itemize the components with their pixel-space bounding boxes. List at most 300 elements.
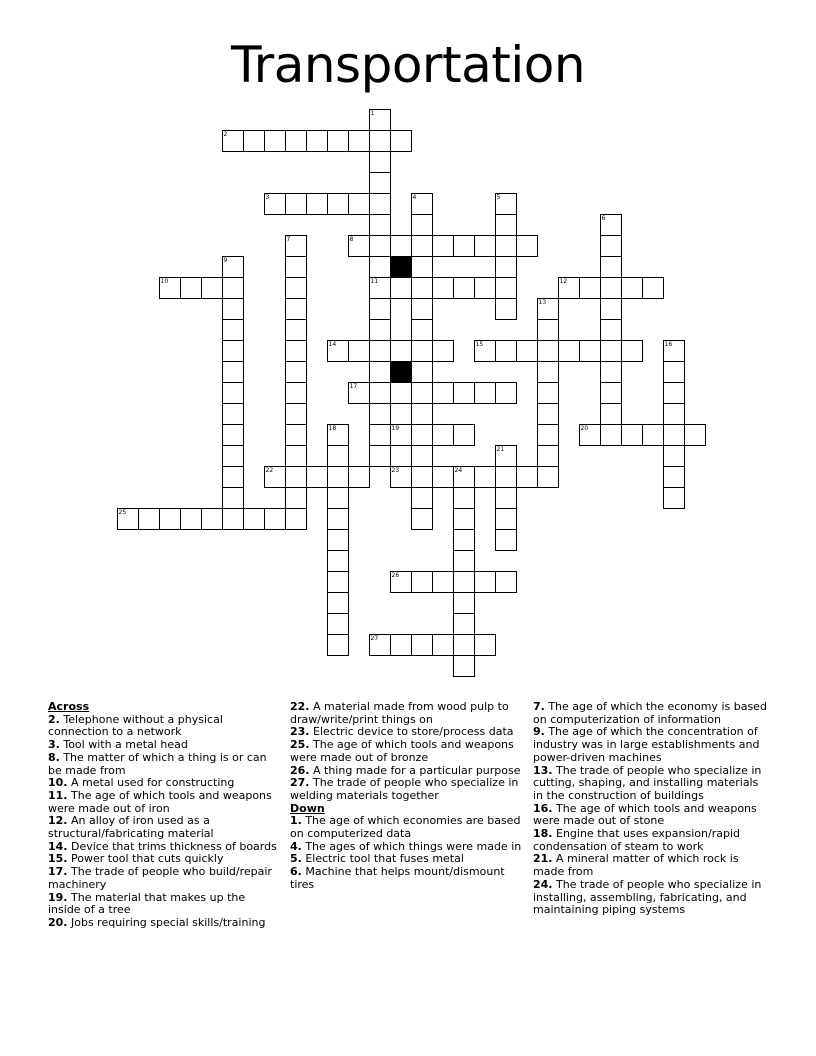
grid-cell[interactable] bbox=[369, 298, 391, 320]
grid-cell[interactable] bbox=[390, 277, 412, 299]
down-clue bbox=[533, 765, 771, 803]
cell-number: 6 bbox=[601, 214, 606, 222]
grid-cell[interactable] bbox=[474, 340, 496, 362]
clue-number: 4. bbox=[290, 839, 302, 853]
clue-text: The age of which the economy is based on computerization of information bbox=[533, 700, 767, 726]
grid-cell[interactable] bbox=[369, 340, 391, 362]
grid-cell[interactable] bbox=[411, 340, 433, 362]
grid-cell[interactable] bbox=[327, 466, 349, 488]
grid-cell[interactable] bbox=[285, 445, 307, 467]
grid-cell[interactable] bbox=[663, 445, 685, 467]
grid-cell[interactable] bbox=[621, 277, 643, 299]
grid-cell[interactable] bbox=[474, 277, 496, 299]
grid-cell[interactable] bbox=[411, 361, 433, 383]
grid-cell[interactable] bbox=[285, 298, 307, 320]
clue-text: A thing made for a particular purpose bbox=[309, 763, 521, 777]
grid-cell[interactable] bbox=[600, 382, 622, 404]
clue-text: Electric tool that fuses metal bbox=[301, 852, 464, 866]
clue-text: The material that makes up the inside of a tree bbox=[48, 890, 246, 917]
grid-cell[interactable] bbox=[432, 634, 454, 656]
grid-cell[interactable] bbox=[453, 277, 475, 299]
grid-cell[interactable] bbox=[537, 445, 559, 467]
grid-cell[interactable] bbox=[390, 382, 412, 404]
down-clue bbox=[533, 701, 771, 726]
grid-cell[interactable] bbox=[642, 277, 664, 299]
grid-cell[interactable] bbox=[516, 235, 538, 257]
grid-cell[interactable] bbox=[600, 340, 622, 362]
clue-number: 7. bbox=[533, 700, 545, 713]
cell-number: 14 bbox=[328, 340, 337, 348]
clue-number: 13. bbox=[533, 763, 553, 777]
across-clue bbox=[290, 701, 522, 726]
block-cell bbox=[390, 361, 412, 383]
grid-cell[interactable] bbox=[411, 445, 433, 467]
grid-cell[interactable] bbox=[117, 508, 139, 530]
clue-column-1 bbox=[48, 701, 280, 930]
clue-text: The age of which tools and weapons were made out of iron bbox=[48, 788, 272, 815]
grid-cell[interactable] bbox=[285, 466, 307, 488]
grid-cell[interactable] bbox=[243, 130, 265, 152]
grid-cell[interactable] bbox=[495, 340, 517, 362]
grid-cell[interactable] bbox=[474, 382, 496, 404]
down-clue bbox=[533, 803, 771, 828]
cell-number: 21 bbox=[496, 445, 505, 453]
down-clue bbox=[533, 828, 771, 853]
grid-cell[interactable] bbox=[327, 193, 349, 215]
grid-cell[interactable] bbox=[474, 571, 496, 593]
grid-cell[interactable] bbox=[369, 424, 391, 446]
grid-cell[interactable] bbox=[516, 466, 538, 488]
grid-cell[interactable] bbox=[327, 634, 349, 656]
grid-cell[interactable] bbox=[495, 529, 517, 551]
clue-text: An alloy of iron used as a structural/fabricating material bbox=[48, 814, 214, 841]
grid-cell[interactable] bbox=[495, 487, 517, 509]
grid-cell[interactable] bbox=[348, 466, 370, 488]
grid-cell[interactable] bbox=[453, 235, 475, 257]
across-clue bbox=[48, 866, 280, 891]
grid-cell[interactable] bbox=[369, 109, 391, 131]
grid-cell[interactable] bbox=[600, 319, 622, 341]
cell-number: 10 bbox=[160, 277, 169, 285]
grid-cell[interactable] bbox=[369, 214, 391, 236]
grid-cell[interactable] bbox=[537, 382, 559, 404]
clue-text: Tool with a metal head bbox=[59, 738, 188, 752]
cell-number: 5 bbox=[496, 193, 501, 201]
clue-text: Electric device to store/process data bbox=[309, 725, 514, 739]
grid-cell[interactable] bbox=[222, 382, 244, 404]
grid-cell[interactable] bbox=[327, 424, 349, 446]
grid-cell[interactable] bbox=[327, 592, 349, 614]
across-heading: Across bbox=[48, 700, 90, 713]
clue-number: 24. bbox=[533, 877, 553, 891]
cell-number: 20 bbox=[580, 424, 589, 432]
grid-cell[interactable] bbox=[411, 256, 433, 278]
grid-cell[interactable] bbox=[285, 256, 307, 278]
grid-cell[interactable] bbox=[369, 151, 391, 173]
grid-cell[interactable] bbox=[369, 193, 391, 215]
grid-cell[interactable] bbox=[306, 466, 328, 488]
across-clue bbox=[48, 892, 280, 917]
clue-text: The matter of which a thing is or can be made from bbox=[48, 750, 267, 777]
grid-cell[interactable] bbox=[537, 424, 559, 446]
grid-cell[interactable] bbox=[537, 403, 559, 425]
clue-column-3 bbox=[533, 701, 771, 917]
grid-cell[interactable] bbox=[264, 508, 286, 530]
cell-number: 17 bbox=[349, 382, 358, 390]
grid-cell[interactable] bbox=[474, 235, 496, 257]
clue-text: The ages of which things were made in bbox=[301, 839, 522, 853]
grid-cell[interactable] bbox=[537, 361, 559, 383]
clue-number: 21. bbox=[533, 852, 553, 866]
across-clue bbox=[290, 739, 522, 764]
grid-cell[interactable] bbox=[411, 382, 433, 404]
down-clue bbox=[533, 853, 771, 878]
grid-cell[interactable] bbox=[348, 193, 370, 215]
grid-cell[interactable] bbox=[495, 466, 517, 488]
grid-cell[interactable] bbox=[432, 235, 454, 257]
grid-cell[interactable] bbox=[369, 172, 391, 194]
cell-number: 13 bbox=[538, 298, 547, 306]
cell-number: 27 bbox=[370, 634, 379, 642]
grid-cell[interactable] bbox=[327, 487, 349, 509]
cell-number: 22 bbox=[265, 466, 274, 474]
grid-cell[interactable] bbox=[264, 130, 286, 152]
grid-cell[interactable] bbox=[306, 193, 328, 215]
clue-number: 15. bbox=[48, 852, 68, 866]
clue-number: 17. bbox=[48, 865, 68, 879]
cell-number: 11 bbox=[370, 277, 379, 285]
grid-cell[interactable] bbox=[159, 277, 181, 299]
grid-cell[interactable] bbox=[453, 382, 475, 404]
clue-text: The age of which tools and weapons were made out of stone bbox=[533, 801, 757, 828]
grid-cell[interactable] bbox=[537, 340, 559, 362]
clue-number: 16. bbox=[533, 801, 553, 815]
grid-cell[interactable] bbox=[453, 466, 475, 488]
grid-cell[interactable] bbox=[285, 340, 307, 362]
grid-cell[interactable] bbox=[264, 193, 286, 215]
grid-cell[interactable] bbox=[621, 424, 643, 446]
clue-number: 10. bbox=[48, 776, 68, 790]
grid-cell[interactable] bbox=[495, 193, 517, 215]
grid-cell[interactable] bbox=[453, 487, 475, 509]
grid-cell[interactable] bbox=[285, 487, 307, 509]
grid-cell[interactable] bbox=[453, 634, 475, 656]
cell-number: 16 bbox=[664, 340, 673, 348]
grid-cell[interactable] bbox=[348, 340, 370, 362]
grid-cell[interactable] bbox=[243, 508, 265, 530]
grid-cell[interactable] bbox=[369, 382, 391, 404]
grid-cell[interactable] bbox=[285, 319, 307, 341]
grid-cell[interactable] bbox=[495, 298, 517, 320]
grid-cell[interactable] bbox=[327, 571, 349, 593]
grid-cell[interactable] bbox=[663, 424, 685, 446]
grid-cell[interactable] bbox=[285, 235, 307, 257]
cell-number: 18 bbox=[328, 424, 337, 432]
clue-text: The age of which the concentration of industry was in large establishments and power-driven machines bbox=[533, 725, 760, 764]
clue-number: 27. bbox=[290, 776, 310, 790]
grid-cell[interactable] bbox=[453, 571, 475, 593]
clue-column-2 bbox=[290, 701, 522, 892]
grid-cell[interactable] bbox=[411, 214, 433, 236]
grid-cell[interactable] bbox=[222, 487, 244, 509]
clue-number: 11. bbox=[48, 788, 68, 802]
grid-cell[interactable] bbox=[180, 277, 202, 299]
grid-cell[interactable] bbox=[327, 130, 349, 152]
clue-number: 6. bbox=[290, 865, 302, 879]
grid-cell[interactable] bbox=[222, 256, 244, 278]
grid-cell[interactable] bbox=[495, 571, 517, 593]
grid-cell[interactable] bbox=[285, 361, 307, 383]
clue-text: A material made from wood pulp to draw/write/print things on bbox=[290, 700, 509, 726]
grid-cell[interactable] bbox=[348, 130, 370, 152]
down-clue bbox=[290, 866, 522, 891]
grid-cell[interactable] bbox=[369, 361, 391, 383]
grid-cell[interactable] bbox=[411, 466, 433, 488]
grid-cell[interactable] bbox=[285, 277, 307, 299]
grid-cell[interactable] bbox=[558, 277, 580, 299]
clue-number: 20. bbox=[48, 915, 68, 929]
puzzle-title: Transportation bbox=[230, 36, 586, 94]
cell-number: 1 bbox=[370, 109, 375, 117]
grid-cell[interactable] bbox=[600, 361, 622, 383]
grid-cell[interactable] bbox=[222, 466, 244, 488]
grid-cell[interactable] bbox=[201, 277, 223, 299]
clue-text: Engine that uses expansion/rapid condensation of steam to work bbox=[533, 827, 740, 853]
cell-number: 7 bbox=[286, 235, 291, 243]
grid-cell[interactable] bbox=[432, 340, 454, 362]
cell-number: 15 bbox=[475, 340, 484, 348]
grid-cell[interactable] bbox=[579, 424, 601, 446]
grid-cell[interactable] bbox=[537, 466, 559, 488]
grid-cell[interactable] bbox=[432, 277, 454, 299]
grid-cell[interactable] bbox=[411, 235, 433, 257]
grid-cell[interactable] bbox=[369, 319, 391, 341]
grid-cell[interactable] bbox=[369, 235, 391, 257]
clue-number: 22. bbox=[290, 700, 310, 713]
grid-cell[interactable] bbox=[327, 550, 349, 572]
clue-text: The trade of people who build/repair machinery bbox=[48, 865, 272, 891]
grid-cell[interactable] bbox=[222, 403, 244, 425]
grid-cell[interactable] bbox=[453, 550, 475, 572]
grid-cell[interactable] bbox=[327, 340, 349, 362]
grid-cell[interactable] bbox=[222, 277, 244, 299]
clue-number: 25. bbox=[290, 738, 310, 752]
grid-cell[interactable] bbox=[600, 403, 622, 425]
grid-cell[interactable] bbox=[600, 424, 622, 446]
grid-cell[interactable] bbox=[369, 403, 391, 425]
grid-cell[interactable] bbox=[495, 445, 517, 467]
grid-cell[interactable] bbox=[495, 277, 517, 299]
grid-cell[interactable] bbox=[285, 403, 307, 425]
grid-cell[interactable] bbox=[432, 382, 454, 404]
grid-cell[interactable] bbox=[495, 256, 517, 278]
grid-cell[interactable] bbox=[600, 298, 622, 320]
grid-cell[interactable] bbox=[369, 130, 391, 152]
grid-cell[interactable] bbox=[516, 340, 538, 362]
clue-number: 12. bbox=[48, 814, 68, 828]
clue-text: Device that trims thickness of boards bbox=[67, 839, 277, 853]
grid-cell[interactable] bbox=[411, 193, 433, 215]
clue-number: 19. bbox=[48, 890, 68, 904]
grid-cell[interactable] bbox=[600, 277, 622, 299]
grid-cell[interactable] bbox=[411, 424, 433, 446]
grid-cell[interactable] bbox=[453, 424, 475, 446]
grid-cell[interactable] bbox=[453, 655, 475, 677]
grid-cell[interactable] bbox=[390, 571, 412, 593]
grid-cell[interactable] bbox=[621, 340, 643, 362]
grid-cell[interactable] bbox=[537, 319, 559, 341]
grid-cell[interactable] bbox=[663, 382, 685, 404]
grid-cell[interactable] bbox=[390, 424, 412, 446]
grid-cell[interactable] bbox=[411, 487, 433, 509]
across-clue bbox=[48, 815, 280, 840]
grid-cell[interactable] bbox=[222, 298, 244, 320]
grid-cell[interactable] bbox=[411, 508, 433, 530]
grid-cell[interactable] bbox=[369, 277, 391, 299]
clue-number: 9. bbox=[533, 725, 545, 739]
grid-cell[interactable] bbox=[411, 571, 433, 593]
grid-cell[interactable] bbox=[285, 193, 307, 215]
clue-text: A mineral matter of which rock is made from bbox=[533, 852, 739, 879]
across-clue bbox=[290, 777, 522, 802]
grid-cell[interactable] bbox=[285, 382, 307, 404]
grid-cell[interactable] bbox=[327, 445, 349, 467]
clue-text: The trade of people who specialize in cutting, shaping, and installing materials in the construction of buildings bbox=[533, 763, 762, 802]
grid-cell[interactable] bbox=[264, 466, 286, 488]
grid-cell[interactable] bbox=[663, 403, 685, 425]
clue-text: Jobs requiring special skills/training bbox=[67, 915, 266, 929]
grid-cell[interactable] bbox=[306, 130, 328, 152]
grid-cell[interactable] bbox=[222, 340, 244, 362]
across-clue bbox=[48, 714, 280, 739]
grid-cell[interactable] bbox=[285, 424, 307, 446]
down-heading: Down bbox=[290, 801, 325, 815]
across-clue bbox=[48, 790, 280, 815]
grid-cell[interactable] bbox=[222, 361, 244, 383]
grid-cell[interactable] bbox=[327, 508, 349, 530]
grid-cell[interactable] bbox=[495, 235, 517, 257]
grid-cell[interactable] bbox=[390, 466, 412, 488]
grid-cell[interactable] bbox=[579, 277, 601, 299]
grid-cell[interactable] bbox=[327, 613, 349, 635]
grid-cell[interactable] bbox=[138, 508, 160, 530]
grid-cell[interactable] bbox=[600, 235, 622, 257]
grid-cell[interactable] bbox=[453, 529, 475, 551]
grid-cell[interactable] bbox=[390, 634, 412, 656]
grid-cell[interactable] bbox=[600, 214, 622, 236]
clue-text: Machine that helps mount/dismount tires bbox=[290, 865, 505, 891]
down-clue bbox=[290, 815, 522, 840]
grid-cell[interactable] bbox=[390, 235, 412, 257]
grid-cell[interactable] bbox=[327, 529, 349, 551]
clue-number: 14. bbox=[48, 839, 68, 853]
grid-cell[interactable] bbox=[537, 298, 559, 320]
grid-cell[interactable] bbox=[432, 571, 454, 593]
grid-cell[interactable] bbox=[222, 319, 244, 341]
grid-cell[interactable] bbox=[663, 340, 685, 362]
grid-cell[interactable] bbox=[495, 508, 517, 530]
clue-text: A metal used for constructing bbox=[67, 776, 235, 790]
grid-cell[interactable] bbox=[663, 466, 685, 488]
grid-cell[interactable] bbox=[495, 382, 517, 404]
grid-cell[interactable] bbox=[495, 214, 517, 236]
grid-cell[interactable] bbox=[663, 487, 685, 509]
grid-cell[interactable] bbox=[558, 340, 580, 362]
grid-cell[interactable] bbox=[432, 424, 454, 446]
grid-cell[interactable] bbox=[348, 235, 370, 257]
cell-number: 19 bbox=[391, 424, 400, 432]
grid-cell[interactable] bbox=[432, 466, 454, 488]
across-clue bbox=[48, 917, 280, 930]
grid-cell[interactable] bbox=[474, 634, 496, 656]
grid-cell[interactable] bbox=[411, 403, 433, 425]
clue-text: Power tool that cuts quickly bbox=[67, 852, 224, 866]
grid-cell[interactable] bbox=[411, 277, 433, 299]
grid-cell[interactable] bbox=[411, 319, 433, 341]
clue-text: The trade of people who specialize in installing, assembling, fabricating, and maintaining piping systems bbox=[533, 877, 762, 917]
clue-text: The trade of people who specialize in welding materials together bbox=[290, 776, 519, 802]
grid-cell[interactable] bbox=[411, 634, 433, 656]
grid-cell[interactable] bbox=[684, 424, 706, 446]
grid-cell[interactable] bbox=[285, 130, 307, 152]
clue-number: 26. bbox=[290, 763, 310, 777]
grid-cell[interactable] bbox=[348, 382, 370, 404]
grid-cell[interactable] bbox=[453, 613, 475, 635]
clue-number: 5. bbox=[290, 852, 302, 866]
cell-number: 26 bbox=[391, 571, 400, 579]
grid-cell[interactable] bbox=[663, 361, 685, 383]
grid-cell[interactable] bbox=[453, 508, 475, 530]
grid-cell[interactable] bbox=[474, 466, 496, 488]
cell-number: 2 bbox=[223, 130, 228, 138]
grid-cell[interactable] bbox=[222, 130, 244, 152]
grid-cell[interactable] bbox=[180, 508, 202, 530]
grid-cell[interactable] bbox=[222, 508, 244, 530]
grid-cell[interactable] bbox=[369, 256, 391, 278]
grid-cell[interactable] bbox=[369, 445, 391, 467]
clue-text: Telephone without a physical connection to a network bbox=[48, 712, 223, 739]
cell-number: 4 bbox=[412, 193, 417, 201]
cell-number: 8 bbox=[349, 235, 354, 243]
grid-cell[interactable] bbox=[222, 424, 244, 446]
clue-number: 18. bbox=[533, 827, 553, 841]
grid-cell[interactable] bbox=[390, 130, 412, 152]
grid-cell[interactable] bbox=[369, 634, 391, 656]
across-clue bbox=[48, 752, 280, 777]
down-clue bbox=[533, 726, 771, 764]
grid-cell[interactable] bbox=[285, 508, 307, 530]
clue-number: 3. bbox=[48, 738, 60, 752]
block-cell bbox=[390, 256, 412, 278]
clue-number: 8. bbox=[48, 750, 60, 764]
cell-number: 3 bbox=[265, 193, 270, 201]
cell-number: 23 bbox=[391, 466, 400, 474]
clue-text: The age of which economies are based on computerized data bbox=[290, 814, 521, 841]
grid-cell[interactable] bbox=[201, 508, 223, 530]
grid-cell[interactable] bbox=[600, 256, 622, 278]
grid-cell[interactable] bbox=[453, 592, 475, 614]
clue-number: 2. bbox=[48, 712, 60, 726]
grid-cell[interactable] bbox=[411, 298, 433, 320]
grid-cell[interactable] bbox=[390, 340, 412, 362]
grid-cell[interactable] bbox=[642, 424, 664, 446]
down-clue bbox=[533, 879, 771, 917]
grid-cell[interactable] bbox=[579, 340, 601, 362]
cell-number: 12 bbox=[559, 277, 568, 285]
grid-cell[interactable] bbox=[159, 508, 181, 530]
clue-number: 1. bbox=[290, 814, 302, 828]
grid-cell[interactable] bbox=[222, 445, 244, 467]
